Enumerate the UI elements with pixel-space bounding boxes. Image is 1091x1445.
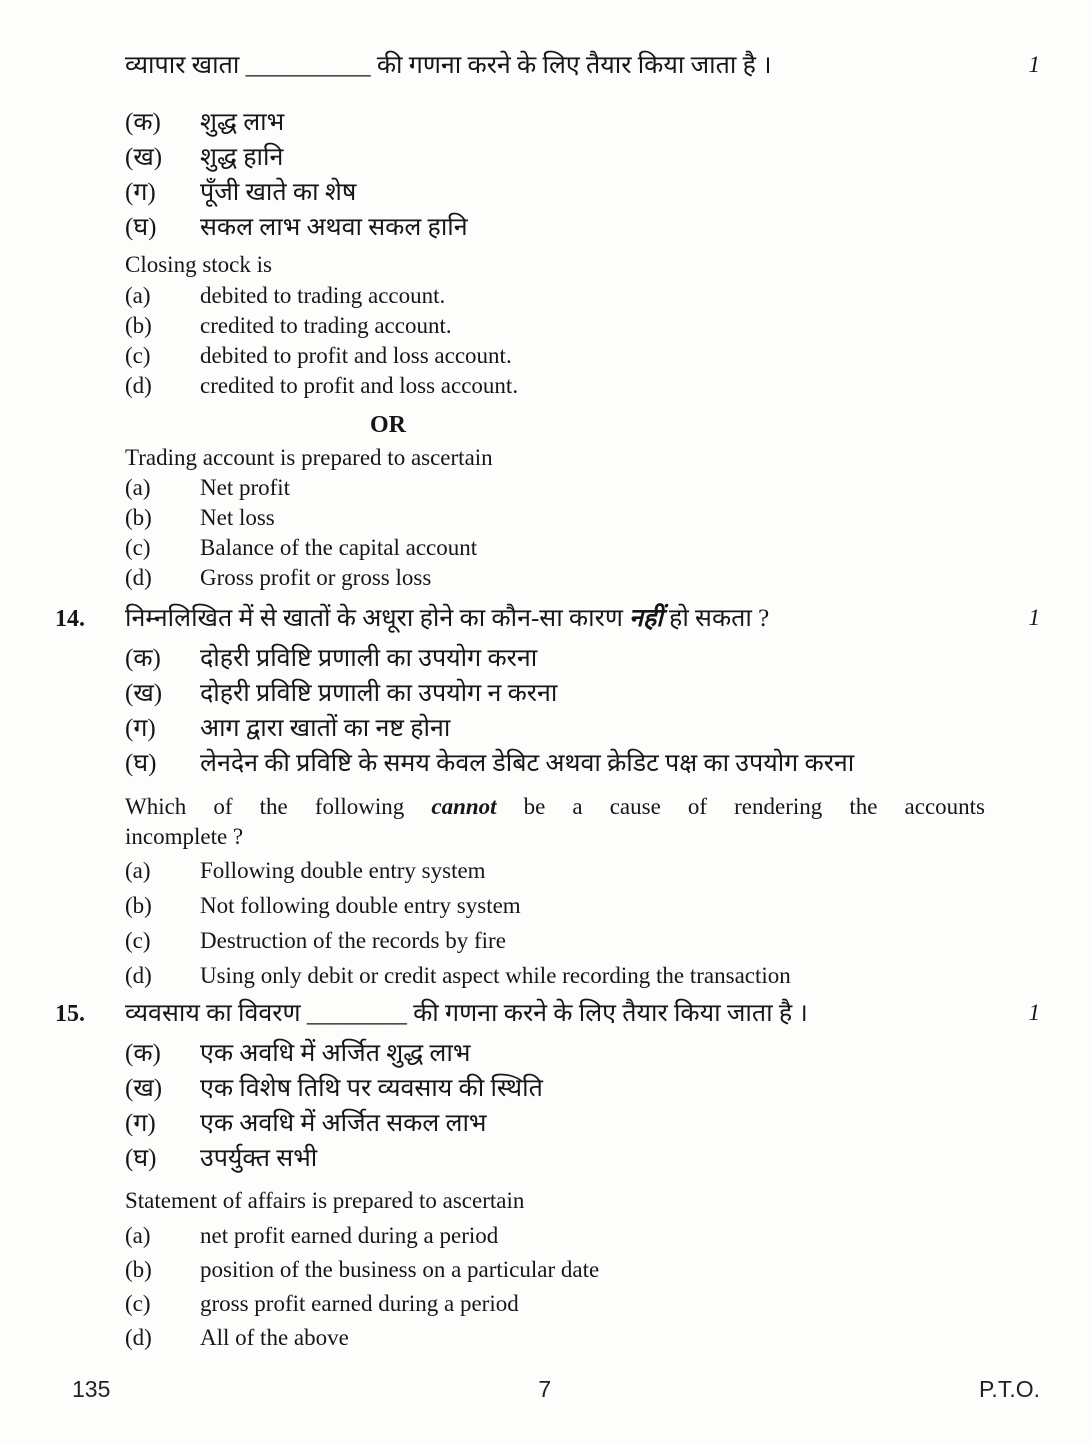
option-list [125,1036,1040,1176]
stem-line-2: incomplete ? [125,824,244,849]
option-row [125,923,1040,958]
stem-text: be a cause of rendering the accounts [496,794,985,819]
option-marker: (b) [125,893,152,918]
option-row [125,341,1040,371]
option-row [125,175,1040,210]
option-marker: (ख) [125,144,163,171]
option-marker: (a) [125,1223,151,1248]
question-row [55,48,1040,84]
option-marker: (ख) [125,1075,163,1102]
footer-pto: P.T.O. [979,1376,1040,1402]
stem-emphasis: नहीं [629,605,663,632]
option-row [125,853,1040,888]
question-stem: व्यवसाय का विवरण ________ की गणना करने के लिए तैयार किया जाता है । [125,1000,808,1027]
option-marker: (क) [125,645,161,672]
option-row [125,958,1040,993]
option-row [125,1287,1040,1321]
option-text: पूँजी खाते का शेष [200,179,357,206]
option-row [125,473,1040,503]
option-marker: (c) [125,535,151,560]
question-number: 15. [55,1001,85,1027]
option-marker: (ग) [125,1110,156,1137]
option-text: दोहरी प्रविष्टि प्रणाली का उपयोग न करना [200,680,558,707]
option-list [125,641,1040,781]
option-text: एक विशेष तिथि पर व्यवसाय की स्थिति [200,1075,543,1102]
option-row [125,503,1040,533]
option-row [125,105,1040,140]
option-text: एक अवधि में अर्जित शुद्ध लाभ [200,1040,471,1067]
option-marker: (d) [125,1325,152,1350]
option-marker: (a) [125,283,151,308]
option-text: शुद्ध लाभ [200,109,285,136]
option-marker: (ग) [125,715,156,742]
option-row [125,1036,1040,1071]
marks-value: 1 [1028,605,1040,630]
option-text: शुद्ध हानि [200,144,284,171]
option-marker: (a) [125,858,151,883]
option-marker: (घ) [125,750,157,777]
option-row [125,1071,1040,1106]
option-marker: (क) [125,1040,161,1067]
option-marker: (c) [125,928,151,953]
option-row [125,1321,1040,1355]
option-text: लेनदेन की प्रविष्टि के समय केवल डेबिट अथवा क्रेडिट पक्ष का उपयोग करना [200,750,855,777]
question-13-or-english [55,443,1040,593]
question-14-hindi [55,601,1040,781]
option-row [125,641,1040,676]
question-stem [125,601,1000,637]
option-marker: (घ) [125,1145,157,1172]
option-list [125,473,1040,593]
option-marker: (b) [125,1257,152,1282]
option-text: एक अवधि में अर्जित सकल लाभ [200,1110,487,1137]
option-row [125,1141,1040,1176]
option-text: credited to profit and loss account. [200,373,519,398]
or-separator: OR [370,412,406,438]
option-text: Using only debit or credit aspect while recording the transaction [200,963,791,988]
option-marker: (d) [125,373,152,398]
option-marker: (c) [125,343,151,368]
question-stem: Trading account is prepared to ascertain [125,445,493,470]
option-text: Destruction of the records by fire [200,928,506,953]
marks-value: 1 [1028,1000,1040,1025]
option-row [125,140,1040,175]
option-text: Gross profit or gross loss [200,565,432,590]
option-text: Following double entry system [200,858,486,883]
option-text: Balance of the capital account [200,535,478,560]
stem-text: हो सकता ? [662,605,770,632]
page-footer [0,1376,1091,1403]
marks-value: 1 [1028,52,1040,77]
option-marker: (ख) [125,680,163,707]
option-row [125,371,1040,401]
page-content [55,45,1040,1355]
option-marker: (घ) [125,214,157,241]
option-text: net profit earned during a period [200,1223,499,1248]
option-row [125,888,1040,923]
option-text: Not following double entry system [200,893,521,918]
footer-page-number: 7 [538,1376,552,1402]
option-marker: (d) [125,963,152,988]
option-row [125,563,1040,593]
stem-text: Which of the following [125,794,432,819]
option-text: debited to trading account. [200,283,446,308]
option-row [125,311,1040,341]
option-list [125,281,1040,401]
option-text: position of the business on a particular date [200,1257,600,1282]
option-text: debited to profit and loss account. [200,343,512,368]
stem-emphasis: cannot [431,794,497,819]
question-13-english [55,250,1040,401]
option-text: सकल लाभ अथवा सकल हानि [200,214,468,241]
option-marker: (ग) [125,179,156,206]
option-row [125,1219,1040,1253]
option-row [125,711,1040,746]
question-row [55,601,1040,637]
option-row [125,1253,1040,1287]
option-row [125,281,1040,311]
question-stem: Statement of affairs is prepared to ascertain [125,1188,525,1213]
option-text: All of the above [200,1325,349,1350]
question-row [55,996,1040,1032]
option-row [125,746,1040,781]
question-15-hindi [55,996,1040,1176]
option-marker: (a) [125,475,151,500]
option-text: उपर्युक्त सभी [200,1145,318,1172]
question-stem: व्यापार खाता __________ की गणना करने के लिए तैयार किया जाता है । [125,52,772,79]
option-marker: (क) [125,109,161,136]
option-text: gross profit earned during a period [200,1291,519,1316]
stem-line-1 [125,792,985,822]
option-row [125,533,1040,563]
option-text: Net profit [200,475,291,500]
option-marker: (c) [125,1291,151,1316]
question-15-english [55,1186,1040,1355]
question-13-hindi [55,48,1040,245]
option-row [125,676,1040,711]
option-text: आग द्वारा खातों का नष्ट होना [200,715,451,742]
option-text: Net loss [200,505,275,530]
footer-paper-code: 135 [72,1376,111,1402]
option-row [125,1106,1040,1141]
question-stem: Closing stock is [125,252,272,277]
option-list [125,1219,1040,1355]
option-list [125,853,1040,993]
option-marker: (b) [125,313,152,338]
question-stem [125,792,985,852]
question-number: 14. [55,606,85,632]
option-list [125,105,1040,245]
option-marker: (b) [125,505,152,530]
stem-text: निम्नलिखित में से खातों के अधूरा होने का कौन-सा कारण [125,605,630,632]
option-row [125,210,1040,245]
option-marker: (d) [125,565,152,590]
option-text: दोहरी प्रविष्टि प्रणाली का उपयोग करना [200,645,538,672]
option-text: credited to trading account. [200,313,452,338]
question-14-english [55,792,1040,993]
